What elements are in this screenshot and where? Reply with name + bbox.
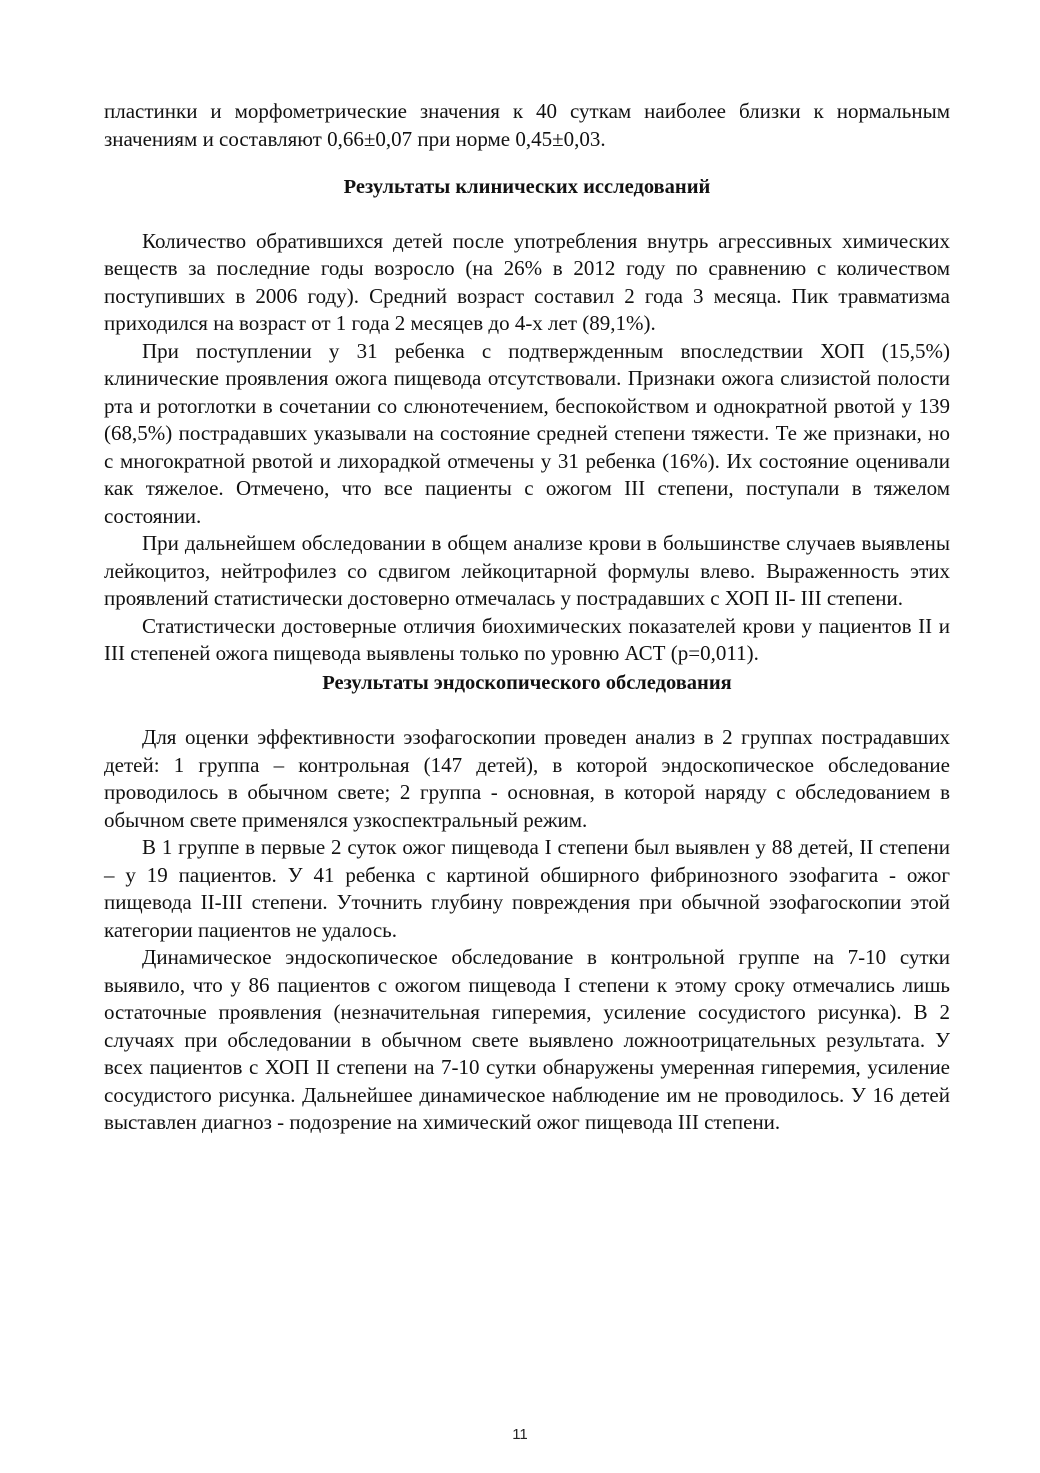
opening-paragraph: пластинки и морфометрические значения к 40 суткам наиболее близки к нормальным значениям и составляют 0,66±0,07 при норме 0,45±0,03.: [104, 99, 950, 151]
section-heading-endoscopic-results: Результаты эндоскопического обследования: [322, 671, 732, 694]
paragraph-blood-analysis: При дальнейшем обследовании в общем анализе крови в большинстве случаев выявлены лейкоцитоз, нейтрофилез со сдвигом лейкоцитарной формулы влево. Выраженность этих проявлений статистически достоверно отмечалась у пострадавших с ХОП II- III степени.: [104, 531, 950, 610]
section-heading-clinical-results: Результаты клинических исследований: [343, 176, 711, 198]
paragraph-admission-symptoms: При поступлении у 31 ребенка с подтвержденным впоследствии ХОП (15,5%) клинические проявления ожога пищевода отсутствовали. Признаки ожога слизистой полости рта и ротоглотки в сочетании со слюнотечением, беспокойством и однократной рвотой у 139 (68,5%) пострадавших указывали на состояние средней степени тяжести. Те же признаки, но с многократной рвотой и лихорадкой отмечены у 31 ребенка (16%). Их состояние оценивали как тяжелое. Отмечено, что все пациенты с ожогом III степени, поступали в тяжелом состоянии.: [104, 338, 950, 528]
paragraph-group-one-findings: В 1 группе в первые 2 суток ожог пищевода I степени был выявлен у 88 детей, II степени – у 19 пациентов. У 41 ребенка с картиной обширного фибринозного эзофагита - ожог пищевода II-III степени. Уточнить глубину повреждения при обычной эзофагоскопии этой категории пациентов не удалось.: [104, 835, 950, 942]
paragraph-esophagoscopy-groups: Для оценки эффективности эзофагоскопии проведен анализ в 2 группах пострадавших детей: 1 группа – контрольная (147 детей), в которой эндоскопическое обследование проводилось в обычном свете; 2 группа - основная, в которой наряду с обследованием в обычном свете применялся узкоспектральный режим.: [104, 725, 950, 832]
document-page: [104, 98, 950, 1137]
page-number: 11: [512, 1426, 528, 1443]
paragraph-children-count: Количество обратившихся детей после употребления внутрь агрессивных химических веществ за последние годы возросло (на 26% в 2012 году по сравнению с количеством поступивших в 2006 году). Средний возраст составил 2 года 3 месяца. Пик травматизма приходился на возраст от 1 года 2 месяцев до 4-х лет (89,1%).: [104, 228, 950, 335]
paragraph-biochemical-indicators: Статистически достоверные отличия биохимических показателей крови у пациентов II и III степеней ожога пищевода выявлены только по уровню АСТ (р=0,011).: [104, 613, 950, 665]
paragraph-dynamic-examination: Динамическое эндоскопическое обследование в контрольной группе на 7-10 сутки выявило, что у 86 пациентов с ожогом пищевода I степени к этому сроку отмечались лишь остаточные проявления (незначительная гиперемия, усиление сосудистого рисунка). В 2 случаях при обследовании в обычном свете выявлено ложноотрицательных результата. У всех пациентов с ХОП II степени на 7-10 сутки обнаружены умеренная гиперемия, усиление сосудистого рисунка. Дальнейшее динамическое наблюдение им не проводилось. У 16 детей выставлен диагноз - подозрение на химический ожог пищевода III степени.: [104, 945, 950, 1134]
